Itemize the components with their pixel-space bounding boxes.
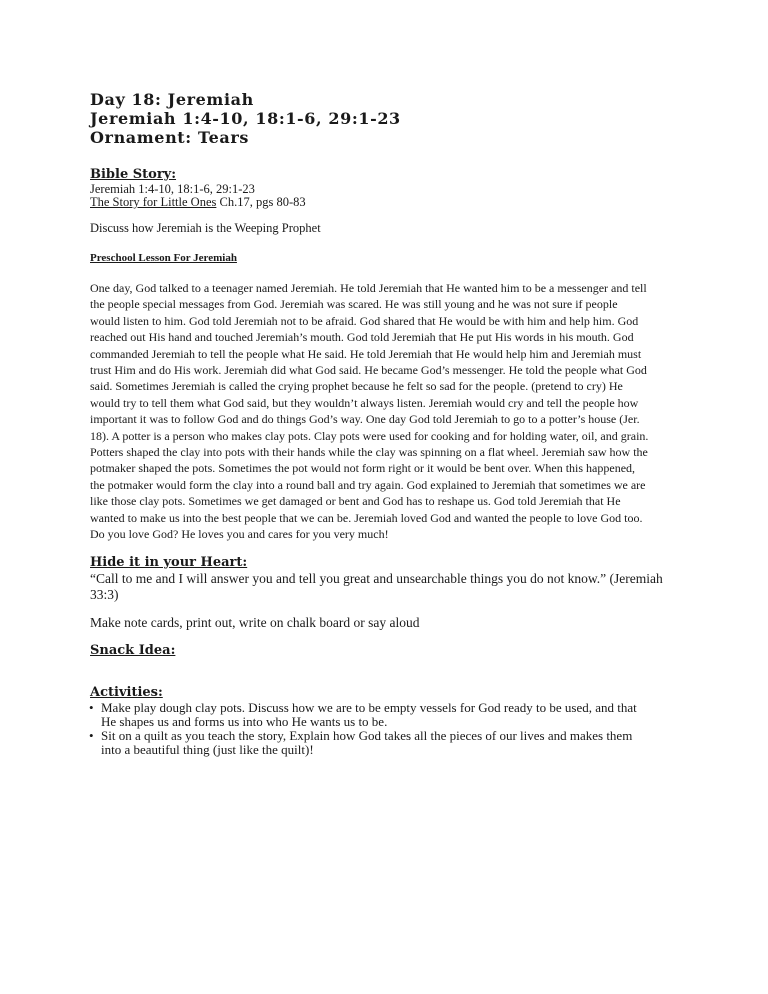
list-item: [90, 701, 690, 729]
bullet-icon: •: [89, 699, 94, 715]
lesson-line: said. Sometimes Jeremiah is called the crying prophet because he felt so sad for the people. (pretend to cry) He: [90, 379, 623, 394]
bible-story-section: [90, 167, 690, 235]
activity-line: Make play dough clay pots. Discuss how we are to be empty vessels for God ready to be used, and that: [101, 699, 637, 715]
book-title: The Story for Little Ones: [90, 195, 217, 209]
activity-line: He shapes us and forms us into who He wants us to be.: [101, 713, 388, 729]
lesson-line: reached out His hand and touched Jeremiah’s mouth. God told Jeremiah that He put His words in his mouth. God: [90, 330, 634, 345]
lesson-line: would try to tell them what God said, but they wouldn’t always listen. Jeremiah would cry and tell the people how: [90, 395, 639, 410]
lesson-line: 18). A potter is a person who makes clay pots. Clay pots were used for cooking and for holding water, oil, and grain.: [90, 428, 649, 443]
lesson-line: wanted to make us into the best people that we can be. Jeremiah loved God and wanted the people to love God too.: [90, 510, 643, 525]
memory-verse-line: “Call to me and I will answer you and tell you great and unsearchable things you do not know.” (Jeremiah: [90, 570, 663, 586]
activities-heading: Activities:: [90, 684, 163, 700]
hide-it-heading: Hide it in your Heart:: [90, 554, 248, 570]
lesson-line: Potters shaped the clay into pots with their hands while the clay was spinning on a flat wheel. Jeremiah saw how the: [90, 445, 648, 460]
memory-verse-instructions: Make note cards, print out, write on chalk board or say aloud: [90, 614, 420, 630]
lesson-line: the people special messages from God. Jeremiah was scared. He was still young and he was not sure if people: [90, 297, 618, 312]
lesson-line: trust Him and do His work. Jeremiah did what God said. He became God’s messenger. He told the people what God: [90, 363, 647, 378]
scripture-title: Jeremiah 1:4-10, 18:1-6, 29:1-23: [90, 109, 401, 128]
lesson-line: One day, God talked to a teenager named Jeremiah. He told Jeremiah that He wanted him to be a messenger and tell: [90, 281, 647, 295]
book-pages: Ch.17, pgs 80-83: [216, 195, 306, 209]
lesson-line: commanded Jeremiah to tell the people what He said. He told Jeremiah that He would help him and Jeremiah must: [90, 346, 642, 361]
activity-line: Sit on a quilt as you teach the story, Explain how God takes all the pieces of our lives and makes them: [101, 727, 633, 743]
day-title: Day 18: Jeremiah: [90, 90, 254, 109]
hide-it-section: [90, 555, 690, 631]
lesson-section: [90, 252, 690, 543]
document-page: [90, 90, 690, 757]
memory-verse-line: 33:3): [90, 586, 119, 602]
ornament-title: Ornament: Tears: [90, 128, 250, 147]
lesson-line: like those clay pots. Sometimes we get damaged or bent and God has to reshape us. God told Jeremiah that He: [90, 494, 621, 509]
lesson-line: would listen to him. God told Jeremiah not to be afraid. God shared that He would be with him and help him. God: [90, 313, 639, 328]
lesson-line: important it was to follow God and do things God’s way. One day God told Jeremiah to go to a potter’s house (Jer.: [90, 412, 640, 427]
discuss-text: Discuss how Jeremiah is the Weeping Prophet: [90, 221, 321, 235]
lesson-paragraph: [90, 280, 690, 543]
lesson-line: Do you love God? He loves you and cares for you very much!: [90, 527, 389, 542]
lesson-heading: Preschool Lesson For Jeremiah: [90, 252, 237, 264]
lesson-line: the potmaker would form the clay into a round ball and try again. God explained to Jeremiah that sometimes we are: [90, 477, 646, 492]
activity-line: into a beautiful thing (just like the quilt)!: [101, 741, 314, 757]
snack-heading: Snack Idea:: [90, 642, 176, 658]
bible-story-heading: Bible Story:: [90, 167, 177, 182]
lesson-line: potmaker shaped the pots. Sometimes the pot would not form right or it would be bent over. When this happened,: [90, 461, 636, 476]
bullet-icon: •: [89, 727, 94, 743]
document-header: [90, 90, 690, 147]
bible-story-book: [90, 196, 690, 209]
snack-section: [90, 643, 690, 659]
activities-list: [90, 701, 690, 757]
list-item: [90, 729, 690, 757]
activities-section: [90, 685, 690, 757]
bible-story-reference: Jeremiah 1:4-10, 18:1-6, 29:1-23: [90, 182, 255, 196]
